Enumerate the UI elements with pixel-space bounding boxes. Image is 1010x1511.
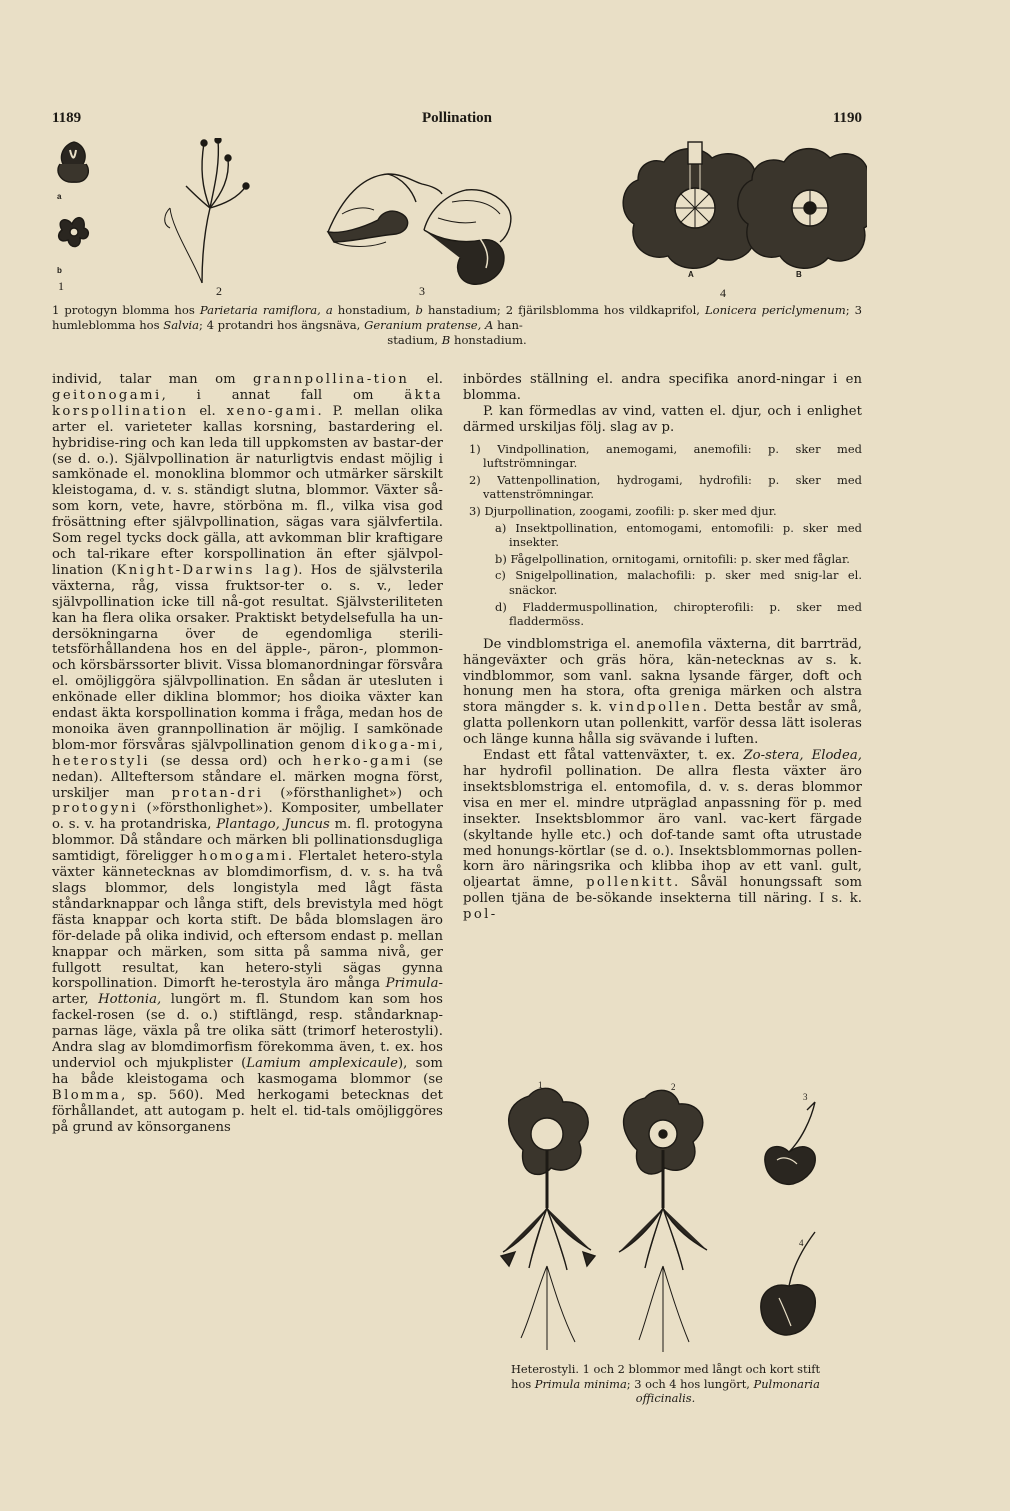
page-number-right: 1190 [832, 110, 862, 126]
parietaria-flower-b [59, 218, 89, 247]
figure-label-1: 1 [58, 279, 64, 293]
list-subitem: c) Snigelpollination, malachofili: p. sker med snig-lar el. snäckor. [495, 568, 862, 597]
figure-sublabel-a: a [57, 192, 62, 201]
figure-label-1: 1 [538, 1080, 543, 1090]
list-subitem: b) Fågelpollination, ornitogami, ornitofili: p. sker med fåglar. [495, 551, 850, 566]
pollination-types-list [463, 442, 862, 629]
right-paragraph-1: inbördes ställning el. andra specifika anord-ningar i en blomma. [463, 372, 862, 403]
figure-label-4: 4 [720, 286, 726, 300]
geranium-flower-b [738, 149, 867, 269]
salvia-flower-right [424, 190, 511, 285]
figure-label-2: 2 [671, 1082, 676, 1092]
list-subitem: d) Fladdermuspollination, chiropterofili: p. sker med fladdermöss. [495, 599, 862, 629]
left-paragraph: individ, talar man om grannpollina-tion el. geitonogami, i annat fall om äkta korspollination el. xeno-gami. P. mellan olika arter el. varieteter kallas korsning, bastardering el. hybridise-ring och kan leda till uppkomsten av bastar-der (se d. o.). Självpollination är naturligtvis endast möjlig i samkönade el. monoklina blommor och utmärker särskilt kleistogama, d. v. s. ständigt slutna, blommor. Växter så-som korn, vete, havre, störböna m. fl., vilka visa god frösättning efter självpollination, sägas vara självfertila. Som regel tycks dock gälla, att avkomman blir kraftigare och tal-rikare efter korspollination än efter självpol-lination (Knight-Darwins lag). Hos de självsterila växterna, råg, vissa fruktsor-ter o. s. v., leder självpollination icke till nå-got resultat. Självsteriliteten kan ha flera olika orsaker. Praktiskt betydelsefulla ha un-dersökningarna över de egendomliga sterili-tetsförhållandena hos en del äpple-, päron-, plommon- och körsbärssorter blivit. Vissa blomanordningar försvåra el. omöjliggöra självpollination. En sådan är utesluten i enkönade eller diklina blommor; hos dioika växter kan endast äkta korspollination komma i fråga, medan hos de monoika även grannpollination är möjlig. I samkönade blom-mor försvåras självpollination genom dikoga-mi, heterostyli (se dessa ord) och herko-gami (se nedan). Allteftersom ståndare el. märken mogna först, urskiljer man protan-dri (»försthanlighet») och protogyni (»försthonlighet»). Kompositer, umbellater o. s. v. ha protandriska, Plantago, Juncus m. fl. protogyna blommor. Då ståndare och märken bli pollinationsdugliga samtidigt, föreligger homogami. Flertalet hetero-styla växter kännetecknas av blomdimorfism, d. v. s. ha två slags blommor, dels longistyla med lågt fästa ståndarknappar och långa stift, dels brevistyla med högt fästa knappar och korta stift. De båda blomslagen äro för-delade på olika individ, och eftersom endast p. mellan knappar och märken, som sitta på samma nivå, ger fullgott resultat, kan hetero-styli sägas gynna korspollination. Dimorft he-terostyla äro många Primula-arter, Hottonia, lungört m. fl. Stundom kan som hos fackel-rosen (se d. o.) stiftlängd, resp. ståndarknap-parnas läge, växla på tre olika sätt (trimorf heterostyli). Andra slag av blomdimorfism förekomma även, t. ex. hos underviol och mjukplister (Lamium amplexicaule), som ha både kleistogama och kasmogama blommor (se Blomma, sp. 560). Med herkogami betecknas det förhållandet, att autogam p. helt el. tid-tals omöjliggöres på grund av könsorganens [52, 372, 444, 1135]
pulmonaria-flower-4 [761, 1232, 815, 1335]
caption-text: ; 4 protandri hos ängsnäva, [199, 318, 365, 332]
right-paragraph-2: P. kan förmedlas av vind, vatten el. djur, och i enlighet därmed urskiljas följ. slag av p. [463, 403, 862, 435]
caption-line: hos Primula minima; 3 och 4 hos lungört, Pulmonaria [511, 1376, 820, 1391]
caption-italic: B [441, 333, 451, 347]
right-paragraph-3: De vindblomstriga el. anemofila växterna, dit barrträd, hängeväxter och gräs höra, kän-netecknas av s. k. vindblommor, som vanl. sakna lysande färger, doft och honung men ha stora, ofta greniga märken och alstra stora mängder s. k. vindpollen. Detta består av små, glatta pollenkorn utan pollenkitt, varför dessa lätt isoleras och länge kunna hålla sig svävande i luften. [463, 636, 862, 748]
left-column [52, 372, 443, 1136]
list-item: 2) Vattenpollination, hydrogami, hydrofili: p. sker med vattenströmningar. [469, 472, 862, 502]
caption-text: 1 protogyn blomma hos [52, 303, 200, 317]
figure-label-4: 4 [799, 1238, 804, 1248]
page-header [52, 110, 862, 130]
primula-pulmonaria-engravings [463, 1080, 868, 1360]
caption-text: stadium, [387, 333, 442, 347]
figure-sublabel-A: A [688, 270, 694, 279]
figure-label-2: 2 [216, 284, 222, 298]
primula-flower-2 [619, 1090, 707, 1352]
honeysuckle-flower [165, 138, 249, 283]
figure-label-3: 3 [803, 1092, 808, 1102]
pulmonaria-flower-3 [765, 1102, 815, 1184]
caption-italic: a [325, 303, 333, 317]
caption-italic: Salvia [163, 318, 200, 332]
caption-text: honstadium, [332, 303, 416, 317]
list-item: 1) Vindpollination, anemogami, anemofili: p. sker med luftströmningar. [469, 441, 862, 471]
page-number-left: 1189 [52, 110, 82, 126]
primula-flower-1 [501, 1088, 595, 1350]
page-title: Pollination [421, 110, 492, 126]
list-subitem: a) Insektpollination, entomogami, entomofili: p. sker med insekter. [495, 520, 862, 550]
list-item: 3) Djurpollination, zoogami, zoofili: p. sker med djur. [469, 504, 777, 518]
caption-text: hanstadium; 2 fjärilsblomma hos vildkaprifol, [422, 303, 700, 317]
top-figure-caption [52, 303, 862, 348]
caption-italic: Parietaria ramiflora, [199, 303, 321, 317]
caption-line: Heterostyli. 1 och 2 blommor med långt och kort stift [510, 1362, 821, 1376]
right-column [463, 372, 862, 923]
flower-engravings [52, 138, 867, 303]
heterostyly-illustration [463, 1080, 868, 1360]
bottom-figure-caption [463, 1362, 868, 1406]
caption-text: ; 3 humleblomma hos [52, 303, 863, 332]
figure-sublabel-B: B [796, 270, 802, 279]
caption-italic: b [415, 303, 423, 317]
caption-italic: Lonicera periclymenum [704, 303, 846, 317]
caption-text: honstadium. [450, 333, 527, 347]
caption-text: han- [493, 318, 523, 332]
caption-italic: Geranium pratense, A [364, 318, 494, 332]
top-illustration [52, 138, 867, 303]
right-paragraph-4: Endast ett fåtal vattenväxter, t. ex. Zo-stera, Elodea, har hydrofil pollination. De allra flesta växter äro insektsblomstriga el. entomofila, d. v. s. deras blommor visa en mer el. mindre utpräglad anpassning för p. med insekter. Insektsblommor äro vanl. vac-kert färgade (skyltande hylle etc.) och dof-tande samt ofta utrustade med honungs-körtlar (se d. o.). Insektsblommornas pollen-korn äro näringsrika och klibba ihop av ett vanl. gult, oljeartat ämne, pollenkitt. Såväl honungssaft som pollen tjäna de be-sökande insekterna till näring. I s. k. pol- [463, 748, 862, 923]
caption-line: officinalis. [635, 1391, 696, 1405]
parietaria-flower-a [58, 142, 88, 182]
salvia-flower-left [328, 174, 442, 247]
figure-sublabel-b: b [57, 266, 62, 275]
figure-label-3: 3 [419, 284, 425, 298]
